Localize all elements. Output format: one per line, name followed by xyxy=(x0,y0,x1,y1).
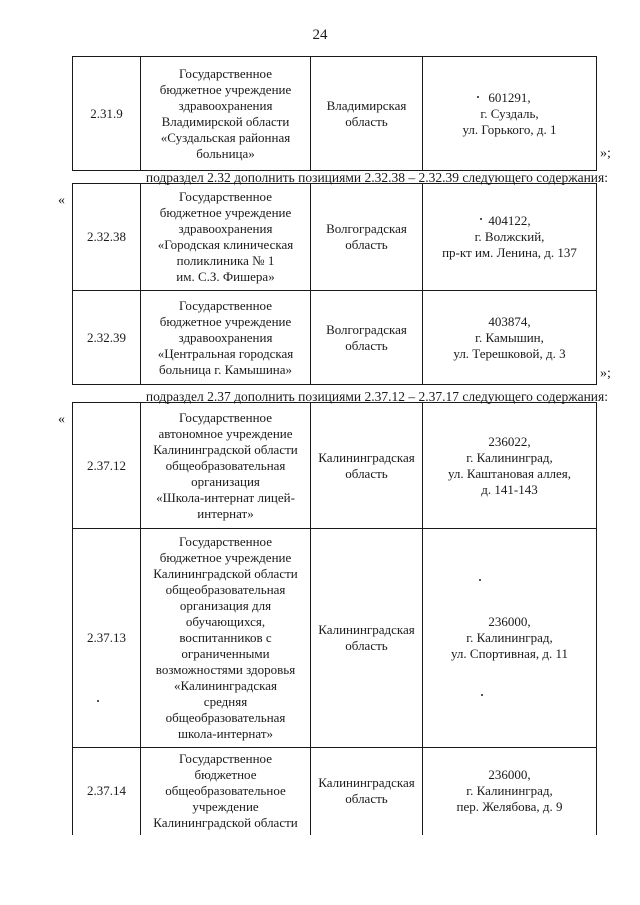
address-line: г. Калининград, xyxy=(466,449,553,465)
region-line: область xyxy=(345,791,388,807)
institution-name-line: бюджетное учреждение xyxy=(159,313,292,329)
institution-name-line: Государственное xyxy=(179,297,272,313)
address-line: 236000, xyxy=(488,767,531,783)
address-cell xyxy=(423,184,597,291)
table-row xyxy=(73,748,597,835)
institution-name-line: здравоохранения xyxy=(178,329,273,345)
region-line: Калининградская xyxy=(318,449,415,465)
table-row xyxy=(73,291,597,385)
address-line: г. Суздаль, xyxy=(480,105,539,121)
institution-name-line: Калининградской области xyxy=(153,441,298,457)
region-line: Калининградская xyxy=(318,775,415,791)
closing-quote: »; xyxy=(600,366,611,381)
region-cell xyxy=(311,748,423,835)
institution-name-line: общеобразовательная xyxy=(165,582,286,597)
region-line: Калининградская xyxy=(318,622,415,637)
institution-name-line: Государственное xyxy=(179,534,272,549)
position-number-text: 2.31.9 xyxy=(90,105,123,121)
region-line: Волгоградская xyxy=(326,321,407,337)
position-number-text: 2.32.38 xyxy=(87,229,126,244)
address-line: ул. Спортивная, д. 11 xyxy=(451,646,568,661)
institution-name-line: общеобразовательная xyxy=(165,457,286,473)
institution-name-line: интернат» xyxy=(197,505,254,521)
table-row xyxy=(73,403,597,529)
address-cell xyxy=(423,291,597,385)
position-number-cell xyxy=(73,748,141,835)
position-number-text: 2.37.14 xyxy=(87,783,126,799)
region-cell xyxy=(311,529,423,748)
address-cell xyxy=(423,529,597,748)
registry-table-2-32 xyxy=(72,183,597,385)
institution-name-line: школа-интернат» xyxy=(177,726,274,741)
region-line: область xyxy=(345,337,388,353)
address-line: 404122, xyxy=(488,213,531,228)
position-number-text: 2.37.12 xyxy=(87,457,126,473)
institution-name-cell xyxy=(141,291,311,385)
address-line: 236000, xyxy=(488,614,531,629)
institution-name-line: бюджетное учреждение xyxy=(159,550,292,565)
table-row xyxy=(73,57,597,171)
position-number-cell xyxy=(73,291,141,385)
region-cell xyxy=(311,184,423,291)
address-line: пр-кт им. Ленина, д. 137 xyxy=(442,245,577,260)
scan-speck xyxy=(481,694,483,696)
institution-name-line: им. С.З. Фишера» xyxy=(176,269,275,284)
address-line: 236022, xyxy=(488,433,531,449)
institution-name-line: «Городская клиническая xyxy=(157,237,294,252)
region-line: область xyxy=(345,465,388,481)
address-line: пер. Желябова, д. 9 xyxy=(456,799,563,815)
institution-name-line: «Школа-интернат лицей- xyxy=(156,489,295,505)
institution-name-line: «Центральная городская xyxy=(157,345,294,361)
closing-quote: »; xyxy=(600,146,611,161)
page-number: 24 xyxy=(312,27,328,43)
institution-name-line: организация xyxy=(191,473,260,489)
scan-speck xyxy=(477,96,479,98)
address-line: 403874, xyxy=(488,313,531,329)
institution-name-line: автономное учреждение xyxy=(158,425,293,441)
institution-name-cell xyxy=(141,57,311,171)
institution-name-line: общеобразовательное xyxy=(165,783,286,799)
subsection-heading-2-32: подраздел 2.32 дополнить позициями 2.32.38 – 2.32.39 следующего содержания: xyxy=(145,170,608,185)
institution-name-line: бюджетное xyxy=(194,767,257,783)
table-row xyxy=(73,529,597,748)
position-number-text: 2.37.13 xyxy=(87,630,126,645)
registry-table-2-37 xyxy=(72,402,597,835)
institution-name-line: Государственное xyxy=(179,189,272,204)
position-number-text: 2.32.39 xyxy=(87,329,126,345)
institution-name-line: бюджетное учреждение xyxy=(159,81,292,97)
institution-name-cell xyxy=(141,529,311,748)
opening-quote: « xyxy=(58,412,65,427)
address-line: 601291, xyxy=(488,89,531,105)
institution-name-line: обучающихся, xyxy=(185,614,266,629)
address-line: ул. Горького, д. 1 xyxy=(462,121,557,137)
institution-name-line: здравоохранения xyxy=(178,221,273,236)
region-line: Владимирская xyxy=(326,97,407,113)
institution-name-cell xyxy=(141,403,311,529)
institution-name-line: здравоохранения xyxy=(178,97,273,113)
institution-name-line: Государственное xyxy=(179,65,272,81)
scan-speck xyxy=(97,700,99,702)
region-cell xyxy=(311,57,423,171)
institution-name-line: Государственное xyxy=(179,409,272,425)
institution-name-line: воспитанников с xyxy=(179,630,272,645)
region-line: область xyxy=(345,638,388,653)
institution-name-line: больница г. Камышина» xyxy=(158,361,293,377)
registry-table-2-31 xyxy=(72,56,597,171)
address-line: ул. Каштановая аллея, xyxy=(447,465,572,481)
institution-name-line: «Калининградская xyxy=(173,678,278,693)
region-cell xyxy=(311,291,423,385)
subsection-heading-2-37: подраздел 2.37 дополнить позициями 2.37.12 – 2.37.17 следующего содержания: xyxy=(145,389,608,404)
institution-name-line: учреждение xyxy=(192,799,259,815)
institution-name-line: больница» xyxy=(196,145,255,161)
institution-name-line: ограниченными xyxy=(181,646,270,661)
institution-name-line: бюджетное учреждение xyxy=(159,205,292,220)
institution-name-line: организация для xyxy=(179,598,272,613)
institution-name-cell xyxy=(141,748,311,835)
address-line: г. Волжский, xyxy=(474,229,545,244)
institution-name-line: Калининградской области xyxy=(153,815,298,831)
institution-name-line: Владимирской области xyxy=(161,113,290,129)
region-line: область xyxy=(345,113,388,129)
institution-name-line: средняя xyxy=(203,694,248,709)
institution-name-line: Калининградской области xyxy=(153,566,298,581)
region-line: Волгоградская xyxy=(326,221,407,236)
position-number-cell xyxy=(73,403,141,529)
table-row xyxy=(73,184,597,291)
institution-name-line: возможностями здоровья xyxy=(155,662,296,677)
address-line: г. Калининград, xyxy=(466,630,553,645)
scan-speck xyxy=(480,218,482,220)
institution-name-cell xyxy=(141,184,311,291)
institution-name-line: поликлиника № 1 xyxy=(176,253,275,268)
address-cell xyxy=(423,403,597,529)
position-number-cell xyxy=(73,529,141,748)
address-line: г. Камышин, xyxy=(475,329,544,345)
address-line: д. 141-143 xyxy=(481,481,538,497)
position-number-cell xyxy=(73,57,141,171)
address-cell xyxy=(423,57,597,171)
position-number-cell xyxy=(73,184,141,291)
institution-name-line: «Суздальская районная xyxy=(160,129,291,145)
institution-name-line: Государственное xyxy=(179,751,272,767)
address-cell xyxy=(423,748,597,835)
region-cell xyxy=(311,403,423,529)
scan-speck xyxy=(479,579,481,581)
institution-name-line: общеобразовательная xyxy=(165,710,286,725)
region-line: область xyxy=(345,237,388,252)
address-line: г. Калининград, xyxy=(466,783,553,799)
opening-quote: « xyxy=(58,193,65,208)
address-line: ул. Терешковой, д. 3 xyxy=(453,345,566,361)
